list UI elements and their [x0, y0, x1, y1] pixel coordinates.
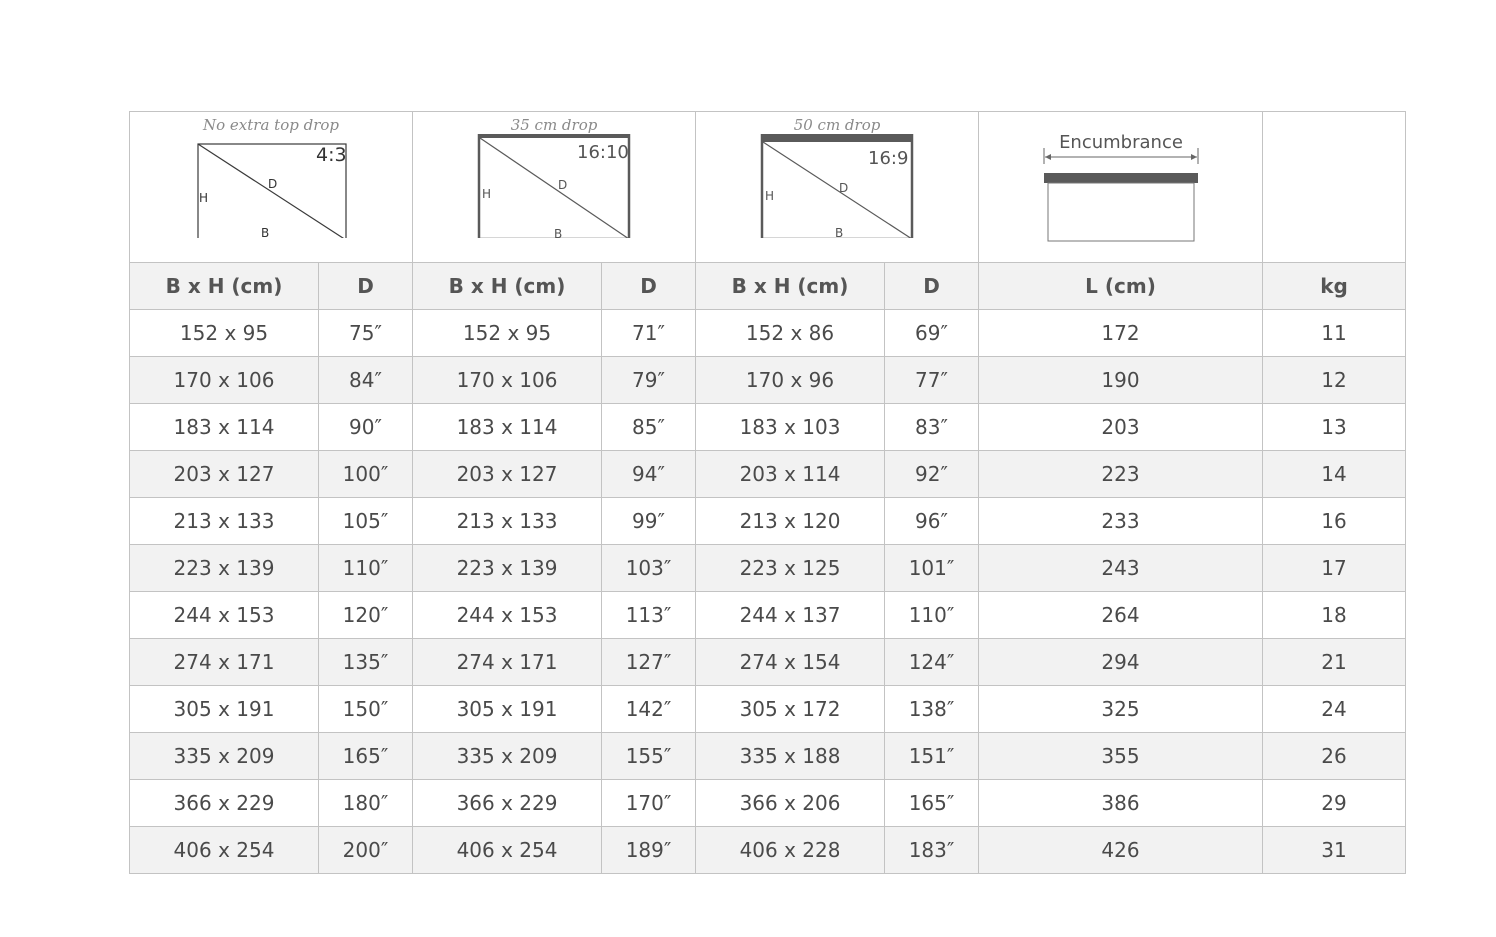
cell-diagonal-4-3: 200″: [319, 827, 413, 874]
cell-diagonal-16-9: 69″: [885, 310, 979, 357]
base-label: B: [261, 226, 270, 238]
col-header-weight: kg: [1263, 263, 1406, 310]
table-row: [130, 451, 1406, 498]
cell-diagonal-4-3: 150″: [319, 686, 413, 733]
cell-diagonal-16-10: 99″: [602, 498, 696, 545]
cell-diagonal-16-10: 170″: [602, 780, 696, 827]
cell-length: 233: [979, 498, 1263, 545]
cell-size-4-3: 183 x 114: [130, 404, 319, 451]
cell-size-4-3: 203 x 127: [130, 451, 319, 498]
cell-weight: 18: [1263, 592, 1406, 639]
cell-size-16-10: 203 x 127: [413, 451, 602, 498]
diagram-caption-no-drop: No extra top drop: [203, 116, 340, 134]
header-row: [130, 263, 1406, 310]
cell-weight: 16: [1263, 498, 1406, 545]
ratio-label-16-9: 16:9: [868, 148, 909, 169]
cell-weight: 24: [1263, 686, 1406, 733]
col-header-diagonal-4-3: D: [319, 263, 413, 310]
cell-diagonal-16-10: 79″: [602, 357, 696, 404]
cell-size-16-10: 244 x 153: [413, 592, 602, 639]
cell-diagonal-16-10: 127″: [602, 639, 696, 686]
cell-diagonal-16-9: 124″: [885, 639, 979, 686]
cell-size-4-3: 335 x 209: [130, 733, 319, 780]
cell-diagonal-16-10: 142″: [602, 686, 696, 733]
cell-size-16-10: 213 x 133: [413, 498, 602, 545]
cell-size-16-10: 152 x 95: [413, 310, 602, 357]
col-header-diagonal-16-9: D: [885, 263, 979, 310]
cell-weight: 11: [1263, 310, 1406, 357]
cell-diagonal-4-3: 84″: [319, 357, 413, 404]
col-header-diagonal-16-10: D: [602, 263, 696, 310]
cell-size-16-10: 305 x 191: [413, 686, 602, 733]
table-row: [130, 733, 1406, 780]
cell-size-16-9: 170 x 96: [696, 357, 885, 404]
diagonal-label: D: [268, 177, 278, 191]
table-row: [130, 310, 1406, 357]
encumbrance-diagram: [1036, 126, 1206, 246]
cell-size-16-10: 223 x 139: [413, 545, 602, 592]
cell-size-4-3: 406 x 254: [130, 827, 319, 874]
diagram-cell-16-9: [696, 112, 979, 263]
cell-length: 223: [979, 451, 1263, 498]
diagram-cell-4-3: [130, 112, 413, 263]
diagram-caption-35cm: 35 cm drop: [510, 116, 598, 134]
cell-length: 264: [979, 592, 1263, 639]
cell-size-4-3: 223 x 139: [130, 545, 319, 592]
cell-diagonal-4-3: 135″: [319, 639, 413, 686]
cell-size-16-9: 335 x 188: [696, 733, 885, 780]
cell-weight: 17: [1263, 545, 1406, 592]
cell-size-4-3: 244 x 153: [130, 592, 319, 639]
col-header-size-16-9: B x H (cm): [696, 263, 885, 310]
cell-diagonal-4-3: 165″: [319, 733, 413, 780]
cell-diagonal-16-10: 85″: [602, 404, 696, 451]
cell-weight: 12: [1263, 357, 1406, 404]
cell-diagonal-4-3: 90″: [319, 404, 413, 451]
cell-diagonal-4-3: 110″: [319, 545, 413, 592]
table-row: [130, 639, 1406, 686]
cell-diagonal-16-9: 165″: [885, 780, 979, 827]
cell-diagonal-16-9: 83″: [885, 404, 979, 451]
cell-size-16-9: 152 x 86: [696, 310, 885, 357]
cell-diagonal-16-9: 77″: [885, 357, 979, 404]
cell-diagonal-16-9: 110″: [885, 592, 979, 639]
cell-length: 355: [979, 733, 1263, 780]
screen-16-10-diagram: [474, 134, 634, 238]
diagram-row: [130, 112, 1406, 263]
cell-weight: 26: [1263, 733, 1406, 780]
table-row: [130, 780, 1406, 827]
ratio-label-4-3: 4:3: [316, 144, 347, 166]
cell-diagonal-16-9: 92″: [885, 451, 979, 498]
base-label: B: [835, 226, 844, 238]
cell-size-16-9: 213 x 120: [696, 498, 885, 545]
cell-size-4-3: 366 x 229: [130, 780, 319, 827]
diagram-caption-50cm: 50 cm drop: [793, 116, 881, 134]
diagonal-label: D: [558, 178, 568, 192]
cell-size-16-9: 305 x 172: [696, 686, 885, 733]
col-header-length: L (cm): [979, 263, 1263, 310]
cell-length: 172: [979, 310, 1263, 357]
ratio-label-16-10: 16:10: [577, 142, 629, 163]
cell-diagonal-16-10: 189″: [602, 827, 696, 874]
table-row: [130, 592, 1406, 639]
cell-weight: 14: [1263, 451, 1406, 498]
cell-size-4-3: 274 x 171: [130, 639, 319, 686]
cell-size-16-10: 274 x 171: [413, 639, 602, 686]
cell-size-4-3: 305 x 191: [130, 686, 319, 733]
cell-diagonal-4-3: 75″: [319, 310, 413, 357]
cell-size-16-9: 183 x 103: [696, 404, 885, 451]
screen-4-3-diagram: [191, 134, 351, 238]
cell-diagonal-16-10: 94″: [602, 451, 696, 498]
cell-size-16-9: 244 x 137: [696, 592, 885, 639]
diagram-cell-encumbrance: [979, 112, 1263, 263]
cell-size-16-9: 274 x 154: [696, 639, 885, 686]
cell-diagonal-16-10: 155″: [602, 733, 696, 780]
cell-size-4-3: 152 x 95: [130, 310, 319, 357]
cell-size-16-9: 366 x 206: [696, 780, 885, 827]
cell-diagonal-16-9: 183″: [885, 827, 979, 874]
cell-size-16-9: 406 x 228: [696, 827, 885, 874]
cell-size-4-3: 170 x 106: [130, 357, 319, 404]
cell-length: 203: [979, 404, 1263, 451]
height-label: H: [765, 189, 775, 203]
cell-diagonal-4-3: 100″: [319, 451, 413, 498]
cell-diagonal-16-10: 103″: [602, 545, 696, 592]
table-row: [130, 686, 1406, 733]
cell-diagonal-4-3: 120″: [319, 592, 413, 639]
cell-length: 243: [979, 545, 1263, 592]
col-header-size-16-10: B x H (cm): [413, 263, 602, 310]
cell-length: 190: [979, 357, 1263, 404]
cell-length: 294: [979, 639, 1263, 686]
cell-weight: 13: [1263, 404, 1406, 451]
cell-weight: 31: [1263, 827, 1406, 874]
cell-diagonal-16-10: 113″: [602, 592, 696, 639]
height-label: H: [482, 187, 492, 201]
table-row: [130, 545, 1406, 592]
cell-diagonal-16-9: 138″: [885, 686, 979, 733]
cell-size-16-10: 406 x 254: [413, 827, 602, 874]
cell-diagonal-16-9: 101″: [885, 545, 979, 592]
table-row: [130, 404, 1406, 451]
cell-length: 386: [979, 780, 1263, 827]
cell-size-16-10: 170 x 106: [413, 357, 602, 404]
height-label: H: [199, 191, 209, 205]
cell-diagonal-16-9: 96″: [885, 498, 979, 545]
diagonal-label: D: [839, 181, 849, 195]
col-header-size-4-3: B x H (cm): [130, 263, 319, 310]
cell-weight: 29: [1263, 780, 1406, 827]
cell-size-16-10: 183 x 114: [413, 404, 602, 451]
encumbrance-label: Encumbrance: [1058, 132, 1183, 153]
diagram-cell-16-10: [413, 112, 696, 263]
cell-diagonal-16-9: 151″: [885, 733, 979, 780]
cell-diagonal-16-10: 71″: [602, 310, 696, 357]
cell-diagonal-4-3: 105″: [319, 498, 413, 545]
cell-size-16-10: 366 x 229: [413, 780, 602, 827]
cell-size-16-10: 335 x 209: [413, 733, 602, 780]
cell-weight: 21: [1263, 639, 1406, 686]
cell-size-16-9: 223 x 125: [696, 545, 885, 592]
spec-table: [129, 111, 1406, 874]
cell-size-4-3: 213 x 133: [130, 498, 319, 545]
cell-size-16-9: 203 x 114: [696, 451, 885, 498]
screen-16-9-diagram: [757, 134, 917, 238]
cell-length: 325: [979, 686, 1263, 733]
base-label: B: [554, 227, 563, 238]
table-row: [130, 498, 1406, 545]
cell-length: 426: [979, 827, 1263, 874]
table-row: [130, 357, 1406, 404]
table-row: [130, 827, 1406, 874]
cell-diagonal-4-3: 180″: [319, 780, 413, 827]
screen-size-spec-sheet: [129, 111, 1405, 874]
diagram-cell-empty: [1263, 112, 1406, 263]
